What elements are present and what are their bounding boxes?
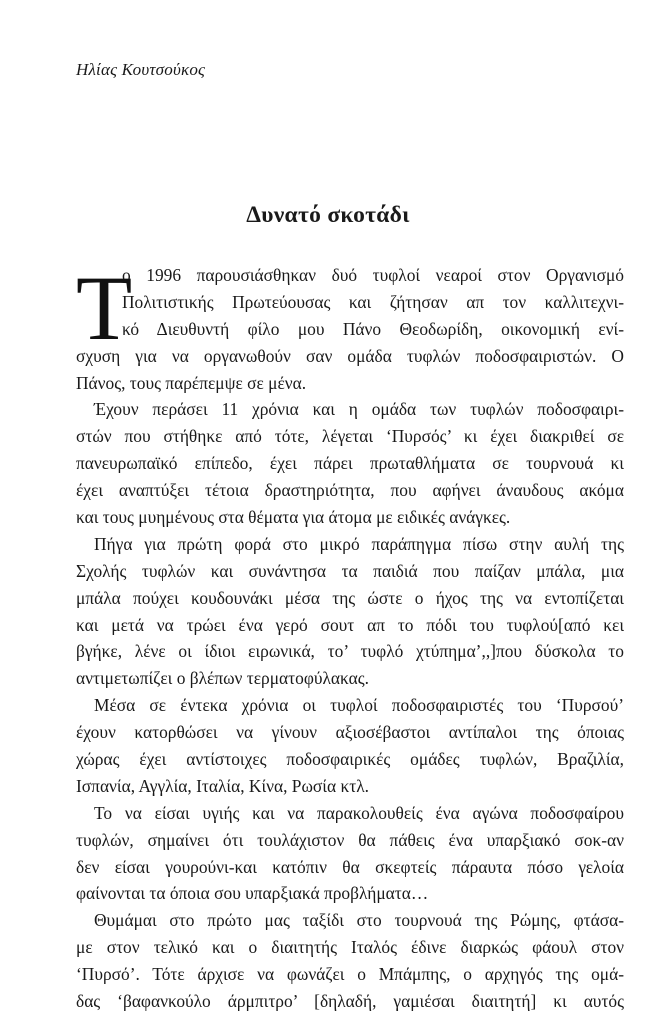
paragraph-6: [76, 907, 624, 1015]
text-line: στών που στήθηκε από τότε, λέγεται ‘Πυρσός’ κι έχει διακριθεί σε: [76, 426, 624, 447]
text-line: βγήκε, λένε οι ίδιοι ειρωνικά, το’ τυφλό χτύπημα’,,]που δύσκολα το: [76, 641, 624, 662]
paragraph-5: [76, 800, 624, 908]
chapter-title: Δυνατό σκοτάδι: [246, 202, 410, 228]
text-line: έχουν κατορθώσει να γίνουν αξιοσέβαστοι αντίπαλοι της όποιας: [76, 722, 624, 743]
drop-cap: Τ: [76, 257, 133, 359]
text-line: αντιμετωπίζει ο βλέπων τερματοφύλακας.: [76, 668, 369, 689]
text-line: Έχουν περάσει 11 χρόνια και η ομάδα των τυφλών ποδοσφαιρι-: [94, 399, 624, 420]
text-line: δεν είσαι γουρούνι-και κατόπιν θα σκεφτείς πάραυτα πόσο γελοία: [76, 856, 624, 877]
body-text: [76, 257, 624, 1015]
text-line: Πήγα για πρώτη φορά στο μικρό παράπηγμα πίσω στην αυλή της: [94, 533, 624, 554]
text-line: με στον τελικό και ο διαιτητής Ιταλός έδινε διαρκώς φάουλ στον: [76, 937, 624, 958]
text-line: φαίνονται τα όποια σου υπαρξιακά προβλήματα…: [76, 883, 429, 904]
paragraph-3: [76, 531, 624, 692]
paragraph-1: [76, 257, 624, 396]
text-line: τυφλών, σημαίνει ότι τουλάχιστον θα πάθεις ένα υπαρξιακό σοκ-αν: [76, 829, 624, 850]
text-line: Το να είσαι υγιής και να παρακολουθείς ένα αγώνα ποδοσφαίρου: [94, 802, 624, 823]
text-line: και μετά να τρώει ένα γερό σουτ απ το πόδι του τυφλού[από κει: [76, 614, 624, 635]
paragraph-4: [76, 692, 624, 800]
text-line: Σχολής τυφλών και συνάντησα τα παιδιά που παίζαν μπάλα, μια: [76, 560, 624, 581]
paragraph-2: [76, 396, 624, 530]
text-line: μπάλα πούχει κουδουνάκι μέσα της ώστε ο ήχος της να εντοπίζεται: [76, 587, 624, 608]
text-line: Ισπανία, Αγγλία, Ιταλία, Κίνα, Ρωσία κτλ.: [76, 775, 369, 796]
text-line: και τους μυημένους στα θέματα για άτομα με ειδικές ανάγκες.: [76, 507, 511, 528]
text-line: δας ‘βαφανκούλο άρμπιτρο’ [δηλαδή, γαμιέσαι διαιτητή] κι αυτός: [76, 991, 624, 1012]
text-line: έχει αναπτύξει τέτοια δραστηριότητα, που αφήνει άναυδους ακόμα: [76, 480, 624, 501]
text-line: κό Διευθυντή φίλο μου Πάνο Θεοδωρίδη, οικονομική ενί-: [122, 318, 624, 339]
text-line: πανευρωπαϊκό επίπεδο, έχει πάρει πρωταθλήματα σε τουρνουά κι: [76, 453, 624, 474]
text-line: Πολιτιστικής Πρωτεύουσας και ζήτησαν απ τον καλλιτεχνι-: [122, 291, 624, 312]
text-line: Πάνος, τους παρέπεμψε σε μένα.: [76, 372, 307, 393]
running-head-author: Ηλίας Κουτσούκος: [76, 60, 206, 79]
text-line: χώρας έχει αντίστοιχες ποδοσφαιρικές ομάδες τυφλών, Βραζιλία,: [76, 749, 624, 770]
text-line: σχυση για να οργανωθούν σαν ομάδα τυφλών ποδοσφαιριστών. Ο: [76, 345, 624, 366]
text-line: Θυμάμαι στο πρώτο μας ταξίδι στο τουρνουά της Ρώμης, φτάσα-: [94, 910, 624, 931]
text-line: ο 1996 παρουσιάσθηκαν δυό τυφλοί νεαροί στον Οργανισμό: [122, 265, 624, 285]
text-line: ‘Πυρσό’. Τότε άρχισε να φωνάζει ο Μπάμπης, ο αρχηγός της ομά-: [76, 964, 624, 985]
text-line: Μέσα σε έντεκα χρόνια οι τυφλοί ποδοσφαιριστές του ‘Πυρσού’: [94, 695, 624, 716]
